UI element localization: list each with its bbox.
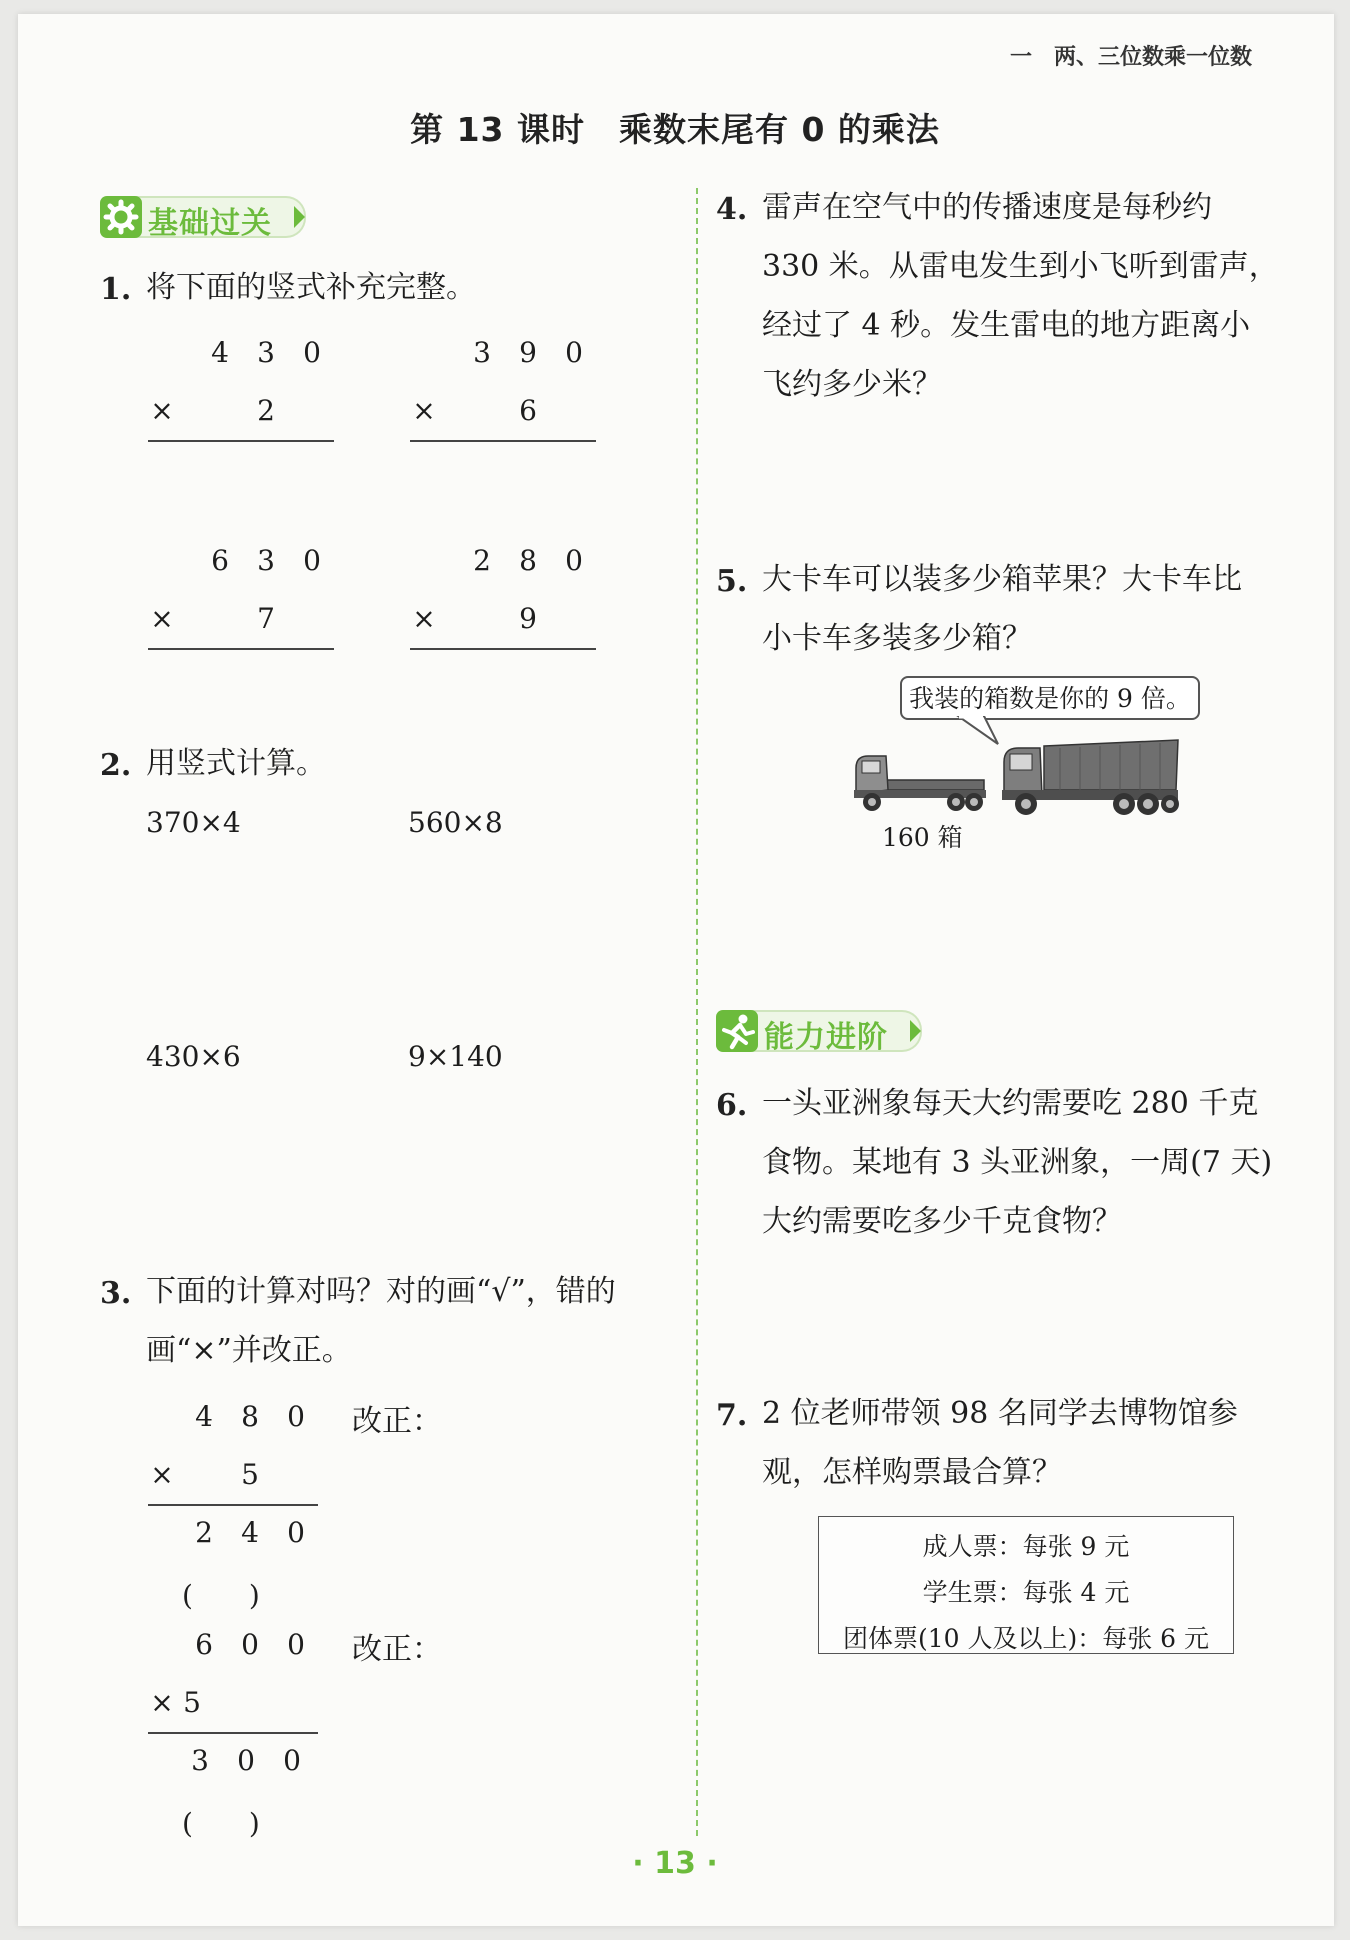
big-truck-icon xyxy=(1000,738,1180,818)
digit: 2 xyxy=(195,1516,213,1549)
multiply-sign: × xyxy=(150,394,174,427)
digit: 2 xyxy=(257,394,275,427)
digit: 0 xyxy=(237,1744,255,1777)
page-number: · 13 · xyxy=(632,1846,718,1881)
question-number-5: 5. xyxy=(716,564,748,599)
digit: 0 xyxy=(565,336,583,369)
chapter-header: 一 两、三位数乘一位数 xyxy=(1010,45,1253,70)
running-person-icon xyxy=(716,1010,758,1052)
digit: 9 xyxy=(519,602,537,635)
small-truck-label: 160 箱 xyxy=(882,823,963,852)
question-number-7: 7. xyxy=(716,1398,748,1433)
digit: 3 xyxy=(257,336,275,369)
multiply-sign: × xyxy=(412,602,436,635)
sum-line xyxy=(148,1504,318,1506)
question-4-line: 飞约多少米？ xyxy=(762,367,942,402)
digit: 7 xyxy=(257,602,275,635)
sum-line xyxy=(410,648,596,650)
digit: 3 xyxy=(473,336,491,369)
sum-line xyxy=(148,440,334,442)
correction-label: 改正： xyxy=(352,1404,442,1439)
section-title-advanced: 能力进阶 xyxy=(764,1020,888,1055)
calc-item: 370×4 xyxy=(146,806,241,839)
question-7-line: 观，怎样购票最合算？ xyxy=(762,1455,1062,1490)
question-6-line: 大约需要吃多少千克食物？ xyxy=(762,1204,1122,1239)
multiply-sign: × xyxy=(150,1686,174,1719)
question-number-6: 6. xyxy=(716,1088,748,1123)
question-6-line: 一头亚洲象每天大约需要吃 280 千克 xyxy=(762,1086,1259,1121)
section-badge-basic xyxy=(100,196,310,241)
digit: 4 xyxy=(241,1516,259,1549)
sum-line xyxy=(148,648,334,650)
question-7-line: 2 位老师带领 98 名同学去博物馆参 xyxy=(762,1396,1238,1431)
small-truck-icon xyxy=(852,746,988,818)
multiply-sign: × xyxy=(412,394,436,427)
question-number-1: 1. xyxy=(100,272,132,307)
answer-paren[interactable]: ( ) xyxy=(182,1807,260,1840)
vertical-problem-1b xyxy=(410,336,596,446)
lesson-title: 第 13 课时 乘数末尾有 0 的乘法 xyxy=(410,110,940,149)
sum-line xyxy=(148,1732,318,1734)
question-1-text: 将下面的竖式补充完整。 xyxy=(146,270,476,305)
gear-icon xyxy=(100,196,142,238)
price-adult: 成人票：每张 9 元 xyxy=(922,1532,1130,1561)
question-6-line: 食物。某地有 3 头亚洲象，一周(7 天) xyxy=(762,1145,1273,1180)
price-student: 学生票：每张 4 元 xyxy=(922,1578,1130,1607)
section-badge-advanced xyxy=(716,1010,926,1055)
question-4-line: 雷声在空气中的传播速度是每秒约 xyxy=(762,190,1212,225)
digit: 0 xyxy=(287,1628,305,1661)
digit: 5 xyxy=(241,1458,259,1491)
digit: 4 xyxy=(211,336,229,369)
digit: 0 xyxy=(565,544,583,577)
calc-item: 560×8 xyxy=(408,806,503,839)
digit: 8 xyxy=(519,544,537,577)
price-group: 团体票(10 人及以上)：每张 6 元 xyxy=(842,1624,1210,1653)
ticket-price-box xyxy=(818,1516,1234,1654)
digit: 6 xyxy=(211,544,229,577)
multiply-sign: × xyxy=(150,1458,174,1491)
calc-item: 9×140 xyxy=(408,1040,503,1073)
column-divider xyxy=(696,188,698,1836)
question-5-line: 大卡车可以装多少箱苹果？大卡车比 xyxy=(762,562,1242,597)
question-2-text: 用竖式计算。 xyxy=(146,746,326,781)
question-number-3: 3. xyxy=(100,1276,132,1311)
speech-bubble: 我装的箱数是你的 9 倍。 xyxy=(900,676,1200,720)
vertical-problem-1a xyxy=(148,336,334,446)
digit: 3 xyxy=(257,544,275,577)
digit: 2 xyxy=(473,544,491,577)
digit: 0 xyxy=(283,1744,301,1777)
question-3-line2: 画“×”并改正。 xyxy=(146,1333,352,1368)
digit: 8 xyxy=(241,1400,259,1433)
section-title-basic: 基础过关 xyxy=(148,206,272,241)
vertical-problem-3a xyxy=(148,1400,318,1600)
calc-item: 430×6 xyxy=(146,1040,241,1073)
digit: 0 xyxy=(241,1628,259,1661)
question-number-2: 2. xyxy=(100,748,132,783)
vertical-problem-3b xyxy=(148,1628,318,1828)
digit: 9 xyxy=(519,336,537,369)
question-4-line: 经过了 4 秒。发生雷电的地方距离小 xyxy=(762,308,1251,343)
multiply-sign: × xyxy=(150,602,174,635)
digit: 0 xyxy=(303,336,321,369)
vertical-problem-1c xyxy=(148,544,334,654)
question-5-line: 小卡车多装多少箱？ xyxy=(762,621,1032,656)
digit: 0 xyxy=(303,544,321,577)
question-3-line1: 下面的计算对吗？对的画“√”，错的 xyxy=(146,1274,616,1309)
chevron-right-icon xyxy=(294,206,305,228)
sum-line xyxy=(410,440,596,442)
question-number-4: 4. xyxy=(716,192,748,227)
answer-paren[interactable]: ( ) xyxy=(182,1579,260,1612)
digit: 6 xyxy=(519,394,537,427)
digit: 0 xyxy=(287,1400,305,1433)
digit: 6 xyxy=(195,1628,213,1661)
digit: 0 xyxy=(287,1516,305,1549)
digit: 5 xyxy=(183,1686,201,1719)
digit: 4 xyxy=(195,1400,213,1433)
question-4-line: 330 米。从雷电发生到小飞听到雷声， xyxy=(762,249,1279,284)
correction-label: 改正： xyxy=(352,1632,442,1667)
vertical-problem-1d xyxy=(410,544,596,654)
chevron-right-icon xyxy=(910,1020,921,1042)
digit: 3 xyxy=(191,1744,209,1777)
